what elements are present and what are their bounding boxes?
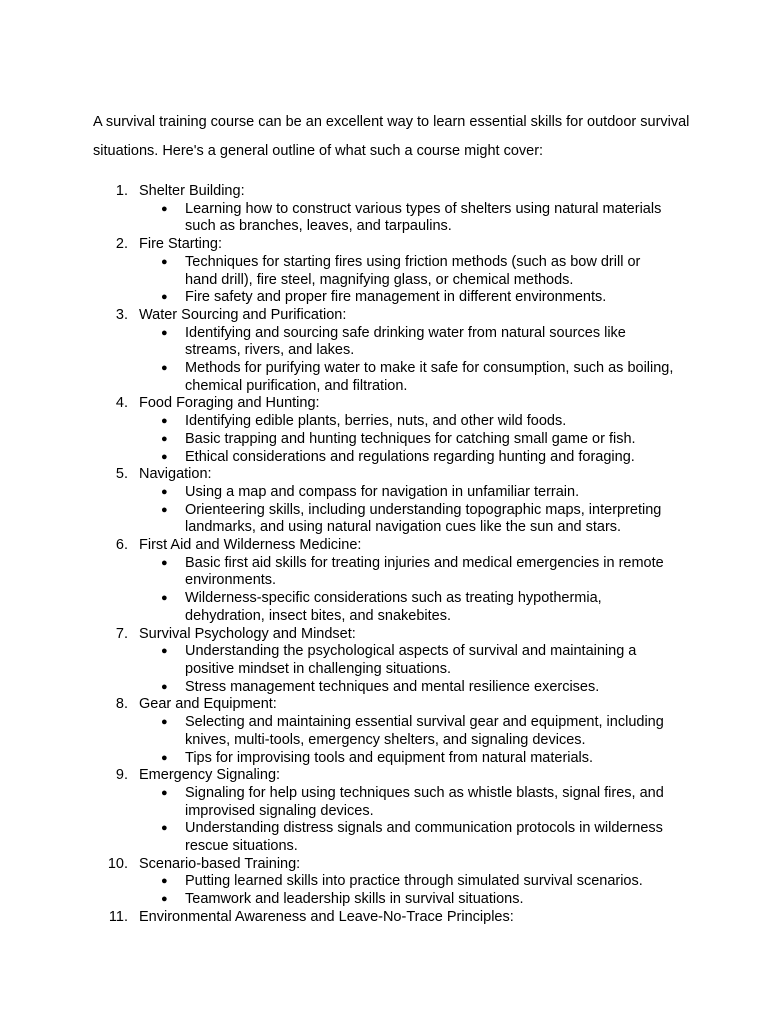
item-title: Navigation:: [139, 466, 212, 483]
bullet-dot-icon: ●: [161, 326, 168, 339]
bullet-list: [0, 201, 768, 236]
item-title: Scenario-based Training:: [139, 855, 301, 872]
outline-item: [0, 537, 768, 626]
bullet-dot-icon: ●: [161, 893, 168, 906]
item-number: 9.: [115, 767, 128, 784]
bullet-text: Basic first aid skills for treating injuries and medical emergencies in remote environments.: [185, 554, 664, 589]
bullet-dot-icon: ●: [161, 415, 168, 428]
bullet-item: [161, 873, 675, 891]
item-number: 4.: [115, 395, 128, 412]
item-number: 5.: [115, 466, 128, 483]
item-title: Water Sourcing and Purification:: [139, 306, 347, 323]
bullet-dot-icon: ●: [161, 875, 168, 888]
bullet-item: [161, 714, 675, 749]
bullet-dot-icon: ●: [161, 751, 168, 764]
bullet-dot-icon: ●: [161, 255, 168, 268]
outline-item: [0, 183, 768, 236]
bullet-item: [161, 501, 675, 537]
bullet-item: [161, 483, 675, 502]
bullet-dot-icon: ●: [161, 822, 168, 835]
bullet-item: [161, 324, 675, 360]
bullet-item: [161, 360, 675, 395]
item-title: Emergency Signaling:: [139, 767, 281, 784]
item-title: Gear and Equipment:: [139, 696, 277, 713]
bullet-text: Techniques for starting fires using friction methods (such as bow drill or hand drill), fire steel, magnifying glass, or chemical methods.: [185, 253, 641, 288]
bullet-text: Selecting and maintaining essential survival gear and equipment, including knives, multi-tools, emergency shelters, and signaling devices.: [185, 714, 664, 748]
item-number: 1.: [115, 183, 128, 199]
bullet-text: Tips for improvising tools and equipment from natural materials.: [185, 749, 594, 766]
bullet-list: [0, 325, 768, 396]
bullet-dot-icon: ●: [161, 680, 168, 693]
bullet-dot-icon: ●: [161, 485, 168, 498]
outline-item: [0, 767, 768, 856]
bullet-item: [161, 289, 675, 307]
bullet-dot-icon: ●: [161, 450, 168, 463]
bullet-text: Signaling for help using techniques such as whistle blasts, signal fires, and improvised signaling devices.: [185, 784, 664, 819]
outline-item: [0, 466, 768, 537]
bullet-item: [161, 253, 675, 289]
outline-item: [0, 395, 768, 466]
bullet-text: Identifying edible plants, berries, nuts, and other wild foods.: [185, 413, 567, 430]
bullet-text: Basic trapping and hunting techniques for catching small game or fish.: [185, 430, 636, 447]
item-number: 6.: [115, 537, 128, 554]
item-title: First Aid and Wilderness Medicine:: [139, 537, 362, 554]
bullet-list: [0, 714, 768, 767]
bullet-item: [161, 448, 675, 467]
bullet-dot-icon: ●: [161, 716, 168, 729]
outline-item: [0, 909, 768, 927]
bullet-item: [161, 554, 675, 590]
bullet-item: [161, 200, 675, 236]
bullet-text: Orienteering skills, including understanding topographic maps, interpreting landmarks, and using natural navigation cues like the sun and stars.: [185, 501, 662, 536]
outline-item: [0, 626, 768, 697]
bullet-list: [0, 643, 768, 696]
item-number: 3.: [115, 306, 128, 323]
outline-item: [0, 307, 768, 396]
bullet-dot-icon: ●: [161, 645, 168, 658]
item-title: Food Foraging and Hunting:: [139, 395, 320, 412]
bullet-item: [161, 891, 675, 909]
item-number: 11.: [108, 908, 128, 925]
bullet-text: Putting learned skills into practice through simulated survival scenarios.: [185, 873, 643, 890]
bullet-text: Using a map and compass for navigation in unfamiliar terrain.: [185, 483, 580, 500]
bullet-text: Learning how to construct various types of shelters using natural materials such as branches, leaves, and tarpaulins.: [185, 200, 662, 235]
bullet-list: [0, 555, 768, 626]
item-number: 10.: [107, 855, 128, 872]
bullet-text: Fire safety and proper fire management in different environments.: [185, 289, 607, 306]
item-title: Environmental Awareness and Leave-No-Trace Principles:: [139, 908, 514, 925]
bullet-item: [161, 643, 675, 678]
item-title: Fire Starting:: [139, 236, 222, 253]
bullet-list: [0, 785, 768, 856]
bullet-dot-icon: ●: [161, 592, 168, 605]
bullet-dot-icon: ●: [161, 556, 168, 569]
bullet-text: Ethical considerations and regulations regarding hunting and foraging.: [185, 448, 635, 465]
bullet-item: [161, 820, 675, 855]
bullet-item: [161, 749, 675, 768]
item-number: 2.: [115, 236, 128, 253]
item-number: 7.: [115, 625, 128, 642]
bullet-item: [161, 430, 675, 449]
bullet-dot-icon: ●: [161, 503, 168, 516]
bullet-item: [161, 590, 675, 625]
bullet-text: Identifying and sourcing safe drinking water from natural sources like streams, rivers, and lakes.: [185, 324, 626, 359]
bullet-dot-icon: ●: [161, 432, 168, 445]
bullet-text: Wilderness-specific considerations such as treating hypothermia, dehydration, insect bites, and snakebites.: [185, 590, 602, 624]
bullet-text: Understanding distress signals and communication protocols in wilderness rescue situations.: [185, 820, 663, 855]
bullet-item: [161, 678, 675, 697]
intro-paragraph: A survival training course can be an excellent way to learn essential skills for outdoor survival situations. Here's a general outline of what such a course might cover:: [93, 114, 690, 159]
item-number: 8.: [115, 696, 128, 713]
bullet-dot-icon: ●: [161, 786, 168, 799]
bullet-text: Teamwork and leadership skills in survival situations.: [185, 891, 524, 908]
bullet-text: Methods for purifying water to make it safe for consumption, such as boiling, chemical purification, and filtration.: [185, 360, 674, 394]
bullet-item: [161, 413, 675, 431]
bullet-list: [0, 254, 768, 307]
bullet-item: [161, 784, 675, 820]
bullet-text: Stress management techniques and mental resilience exercises.: [185, 678, 600, 695]
outline-item: [0, 696, 768, 767]
course-outline-list: [0, 183, 768, 927]
item-title: Shelter Building:: [139, 183, 245, 199]
bullet-dot-icon: ●: [161, 362, 168, 375]
bullet-text: Understanding the psychological aspects of survival and maintaining a positive mindset in challenging situations.: [185, 643, 637, 677]
bullet-list: [0, 484, 768, 537]
item-title: Survival Psychology and Mindset:: [139, 625, 356, 642]
bullet-dot-icon: ●: [161, 291, 168, 304]
bullet-list: [0, 413, 768, 466]
outline-item: [0, 856, 768, 909]
bullet-list: [0, 873, 768, 908]
outline-item: [0, 236, 768, 307]
bullet-dot-icon: ●: [161, 202, 168, 215]
